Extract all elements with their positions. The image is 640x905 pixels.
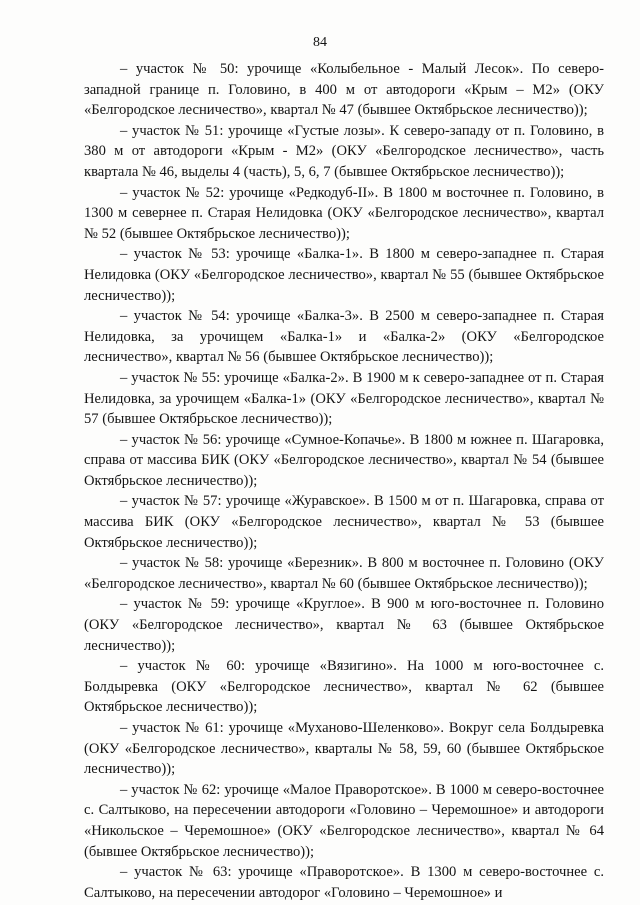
list-item: – участок № 63: урочище «Праворотское». В 1300 м северо-восточнее с. Салтыково, на пересечении автодорог «Головино – Черемошное» и <box>84 864 604 901</box>
list-item: – участок № 56: урочище «Сумное-Копачье». В 1800 м южнее п. Шагаровка, справа от массива БИК (ОКУ «Белгородское лесничество», квартал № 54 (бывшее Октябрьское лесничество)); <box>84 431 604 489</box>
list-item: – участок № 50: урочище «Колыбельное - Малый Лесок». По северо-западной границе п. Головино, в 400 м от автодороги «Крым – М2» (ОКУ «Белгородское лесничество», квартал № 47 (бывшее Октябрьское лесничество)); <box>84 61 604 119</box>
list-item: – участок № 55: урочище «Балка-2». В 1900 м к северо-западнее от п. Старая Нелидовка, за урочищем «Балка-1» (ОКУ «Белгородское лесничество», квартал № 57 (бывшее Октябрьское лесничество)); <box>84 369 604 428</box>
page-number: 84 <box>313 35 327 50</box>
list-item: – участок № 59: урочище «Круглое». В 900 м юго-восточнее п. Головино (ОКУ «Белгородское лесничество», квартал № 63 (бывшее Октябрьское лесничество)); <box>84 596 604 654</box>
list-item: – участок № 61: урочище «Муханово-Шеленково». Вокруг села Болдыревка (ОКУ «Белгородское лесничество», кварталы № 58, 59, 60 (бывшее Октябрьское лесничество)); <box>84 720 604 778</box>
list-item: – участок № 53: урочище «Балка-1». В 1800 м северо-западнее п. Старая Нелидовка (ОКУ «Белгородское лесничество», квартал № 55 (бывшее Октябрьское лесничество)); <box>84 246 604 304</box>
list-item: – участок № 51: урочище «Густые лозы». К северо-западу от п. Головино, в 380 м от автодороги «Крым - М2» (ОКУ «Белгородское лесничество», часть квартала № 46, выделы 4 (часть), 5, 6, 7 (бывшее Октябрьское лесничество)); <box>84 122 604 180</box>
list-item: – участок № 58: урочище «Березник». В 800 м восточнее п. Головино (ОКУ «Белгородское лесничество», квартал № 60 (бывшее Октябрьское лесничество)); <box>84 555 604 592</box>
document-body <box>84 59 604 903</box>
list-item: – участок № 52: урочище «Редкодуб-II». В 1800 м восточнее п. Головино, в 1300 м севернее п. Старая Нелидовка (ОКУ «Белгородское лесничество», квартал № 52 (бывшее Октябрьское лесничество)); <box>84 184 604 242</box>
list-item: – участок № 54: урочище «Балка-3». В 2500 м северо-западнее п. Старая Нелидовка, за урочищем «Балка-1» и «Балка-2» (ОКУ «Белгородское лесничество», квартал № 56 (бывшее Октябрьское лесничество)); <box>84 308 604 366</box>
list-item: – участок № 60: урочище «Вязигино». На 1000 м юго-восточнее с. Болдыревка (ОКУ «Белгородское лесничество», квартал № 62 (бывшее Октябрьское лесничество)); <box>84 658 604 716</box>
list-item: – участок № 62: урочище «Малое Праворотское». В 1000 м северо-восточнее с. Салтыково, на пересечении автодороги «Головино – Черемошное» и автодороги «Никольское – Черемошное» (ОКУ «Белгородское лесничество», квартал № 64 (бывшее Октябрьское лесничество)); <box>84 781 604 860</box>
list-item: – участок № 57: урочище «Журавское». В 1500 м от п. Шагаровка, справа от массива БИК (ОКУ «Белгородское лесничество», квартал № 53 (бывшее Октябрьское лесничество)); <box>84 493 604 551</box>
